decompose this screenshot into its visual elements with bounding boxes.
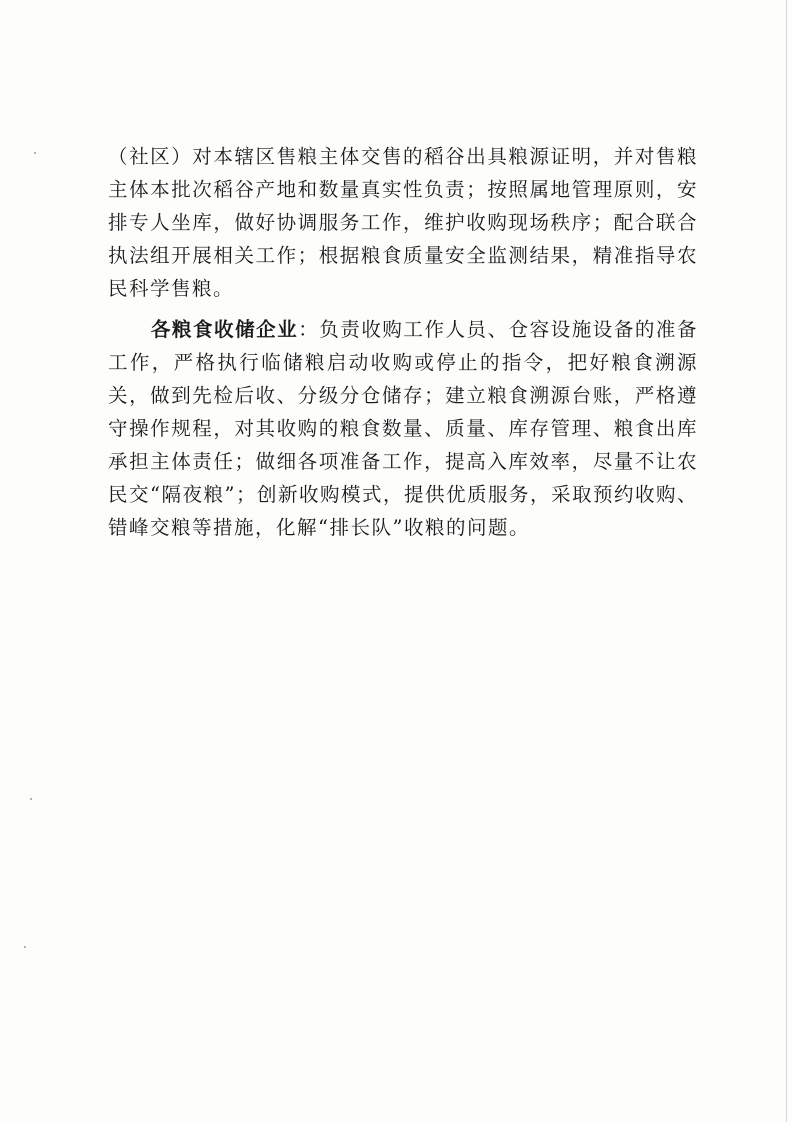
paragraph-community-duties — [108, 140, 698, 305]
scan-speck — [24, 946, 26, 948]
scan-speck — [34, 152, 36, 154]
scan-edge-line — [786, 0, 787, 1122]
document-body — [108, 140, 698, 544]
paragraph-enterprise-duties — [108, 313, 698, 544]
paragraph-lead-heading: 各粮食收储企业 — [150, 318, 299, 341]
scan-speck — [30, 798, 32, 800]
paragraph-text: （社区）对本辖区售粮主体交售的稻谷出具粮源证明，并对售粮主体本批次稻谷产地和数量真实性负责；按照属地管理原则，安排专人坐库，做好协调服务工作，维护收购现场秩序；配合联合执法组开展相关工作；根据粮食质量安全监测结果，精准指导农民科学售粮。 — [108, 145, 698, 300]
paragraph-text: ：负责收购工作人员、仓容设施设备的准备工作，严格执行临储粮启动收购或停止的指令，把好粮食溯源关，做到先检后收、分级分仓储存；建立粮食溯源台账，严格遵守操作规程，对其收购的粮食数量、质量、库存管理、粮食出库承担主体责任；做细各项准备工作，提高入库效率，尽量不让农民交“隔夜粮”；创新收购模式，提供优质服务，采取预约收购、错峰交粮等措施，化解“排长队”收粮的问题。 — [108, 318, 698, 539]
